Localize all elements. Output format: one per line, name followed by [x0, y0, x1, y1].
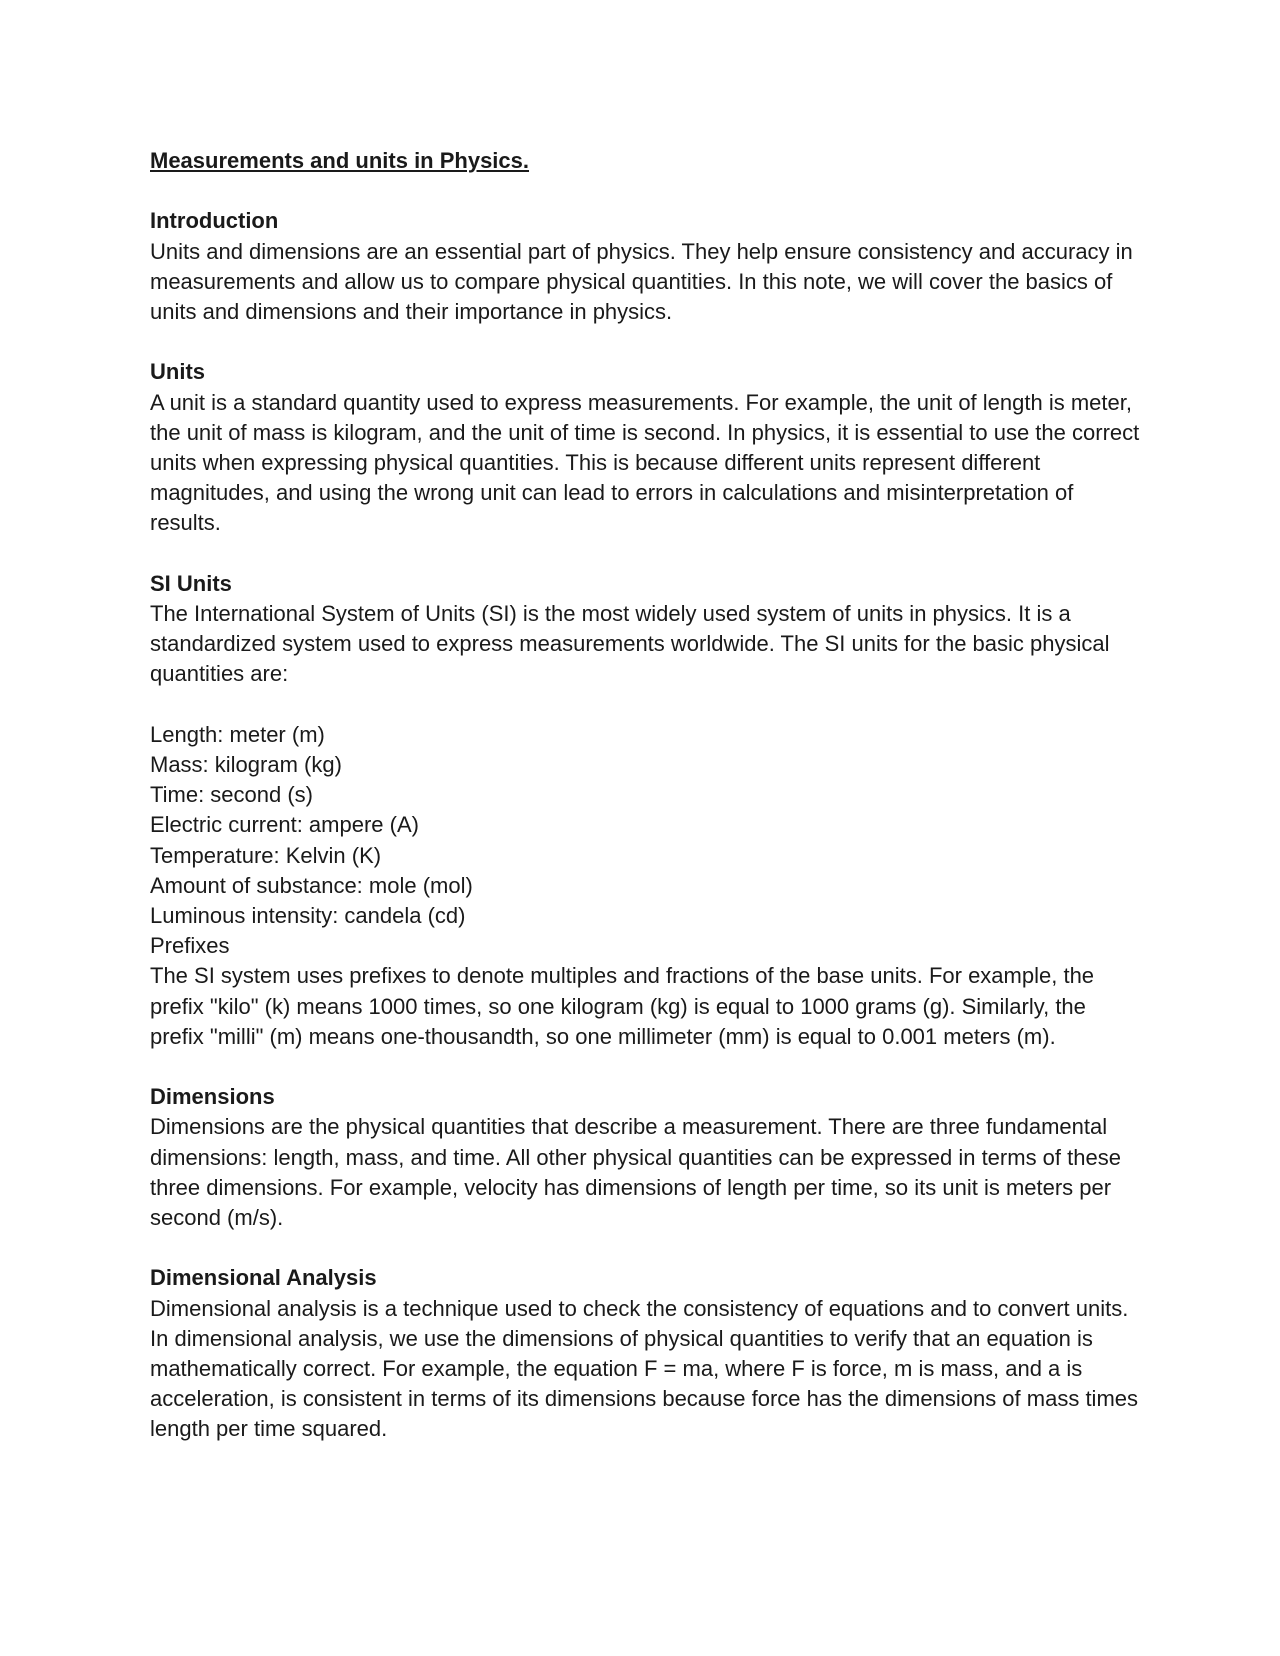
- units-section: [150, 357, 1140, 538]
- spacer: [150, 327, 1140, 357]
- spacer: [150, 1052, 1140, 1082]
- list-item: Temperature: Kelvin (K): [150, 842, 382, 868]
- document-title: Measurements and units in Physics.: [150, 148, 530, 173]
- list-item: Amount of substance: mole (mol): [150, 872, 473, 898]
- list-item: Electric current: ampere (A): [150, 812, 419, 838]
- introduction-heading: Introduction: [150, 208, 279, 234]
- spacer: [150, 690, 1140, 720]
- spacer: [150, 1233, 1140, 1263]
- dimensional-analysis-section: [150, 1263, 1140, 1444]
- list-item: Time: second (s): [150, 782, 314, 808]
- dimensional-analysis-heading: Dimensional Analysis: [150, 1265, 377, 1291]
- spacer: [150, 176, 1140, 206]
- dimensions-heading: Dimensions: [150, 1084, 275, 1110]
- units-text: A unit is a standard quantity used to express measurements. For example, the unit of length is meter, the unit of mass is kilogram, and the unit of time is second. In physics, it is essential to use the correct units when expressing physical quantities. This is because different units represent different magnitudes, and using the wrong unit can lead to errors in calculations and misinterpretation of results.: [150, 389, 1140, 536]
- list-item: Luminous intensity: candela (cd): [150, 903, 466, 929]
- prefixes-text: The SI system uses prefixes to denote multiples and fractions of the base units. For example, the prefix "kilo" (k) means 1000 times, so one kilogram (kg) is equal to 1000 grams (g). Similarly, the prefix "milli" (m) means one-thousandth, so one millimeter (mm) is equal to 0.001 meters (m).: [150, 963, 1095, 1049]
- si-units-heading: SI Units: [150, 570, 232, 596]
- introduction-text: Units and dimensions are an essential part of physics. They help ensure consistency and accuracy in measurements and allow us to compare physical quantities. In this note, we will cover the basics of units and dimensions and their importance in physics.: [150, 238, 1133, 324]
- dimensions-section: [150, 1082, 1140, 1233]
- list-item: Prefixes: [150, 933, 230, 959]
- spacer: [150, 539, 1140, 569]
- document-page: [150, 146, 1140, 1445]
- list-item: Length: meter (m): [150, 721, 325, 747]
- si-units-list: [150, 720, 1140, 962]
- si-units-text: The International System of Units (SI) is the most widely used system of units in physics. It is a standardized system used to express measurements worldwide. The SI units for the basic physical quantities are:: [150, 601, 1110, 687]
- dimensional-analysis-text: Dimensional analysis is a technique used to check the consistency of equations and to convert units. In dimensional analysis, we use the dimensions of physical quantities to verify that an equation is mathematically correct. For example, the equation F = ma, where F is force, m is mass, and a is acceleration, is consistent in terms of its dimensions because force has the dimensions of mass times length per time squared.: [150, 1295, 1139, 1442]
- dimensions-text: Dimensions are the physical quantities that describe a measurement. There are three fundamental dimensions: length, mass, and time. All other physical quantities can be expressed in terms of these three dimensions. For example, velocity has dimensions of length per time, so its unit is meters per second (m/s).: [150, 1114, 1121, 1231]
- units-heading: Units: [150, 359, 205, 385]
- list-item: Mass: kilogram (kg): [150, 752, 342, 777]
- introduction-section: [150, 206, 1140, 327]
- si-units-section: [150, 569, 1140, 1052]
